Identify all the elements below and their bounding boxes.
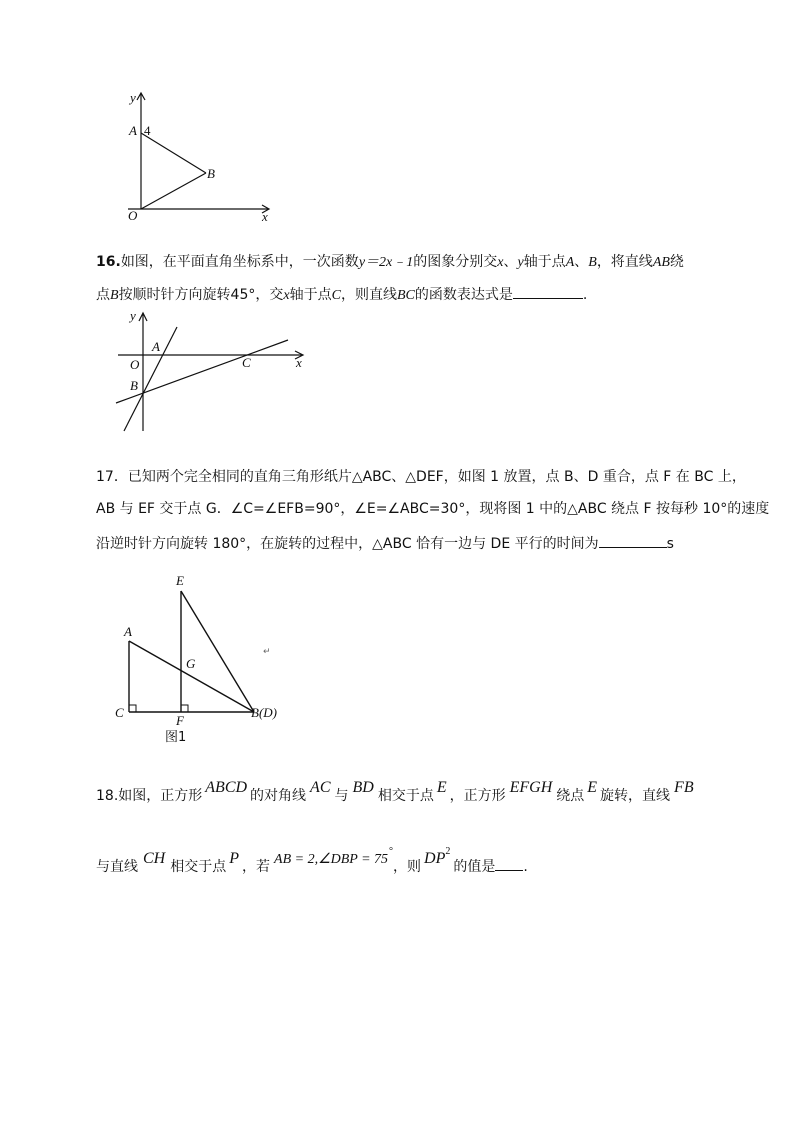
- q18-text: ，正方形: [449, 788, 506, 804]
- figure-17-triangles: [110, 570, 310, 750]
- q16-var: B: [588, 255, 597, 270]
- q16-text: 、: [503, 254, 518, 270]
- q16-expression: y＝2x﹣1: [358, 255, 414, 270]
- q18-text: 相交于点: [170, 859, 227, 875]
- q18-text: 与直线: [96, 859, 138, 875]
- q16-text: 点: [96, 287, 110, 303]
- figure-15-coordinate-diagram: [110, 88, 280, 228]
- q18-text: .: [523, 859, 528, 875]
- q18-math: AC: [310, 779, 331, 796]
- q18-degree: °: [389, 846, 394, 857]
- q18-math: BD: [352, 779, 374, 796]
- q18-math: DP: [424, 850, 446, 867]
- q16-text: ，将直线: [596, 254, 653, 270]
- q18-text: ，则: [393, 859, 422, 875]
- q18-text: 的对角线: [250, 788, 307, 804]
- q16-var: A: [565, 255, 575, 270]
- fig17-point-c: C: [115, 705, 124, 720]
- q18-math: E: [436, 779, 447, 796]
- q16-text: 轴于点: [289, 287, 332, 303]
- q18-text: 相交于点: [377, 788, 434, 804]
- q17-line-3: [96, 533, 674, 554]
- q16-text: 的函数表达式是: [414, 287, 513, 303]
- q16-var: x: [283, 288, 290, 303]
- q18-math: FB: [674, 779, 694, 796]
- q17-text: 沿逆时针方向旋转 180°，在旋转的过程中，△ABC 恰有一边与 DE 平行的时间为: [96, 536, 599, 552]
- fig16-point-c: C: [242, 355, 251, 370]
- q18-math: EFGH: [509, 779, 553, 796]
- q16-var: B: [110, 288, 119, 303]
- q16-line-2: [96, 284, 587, 306]
- q17-unit: s: [666, 536, 674, 552]
- fig15-point-a: A: [129, 123, 137, 138]
- q16-text: 按顺时针方向旋转45°，交: [118, 287, 284, 303]
- q18-condition: AB = 2,∠DBP = 75: [274, 852, 389, 867]
- q16-text: 、: [574, 254, 589, 270]
- q16-text: ，则直线: [340, 287, 397, 303]
- q18-math: CH: [143, 850, 166, 867]
- fig16-y-label: y: [130, 308, 136, 323]
- q18-text: 与: [334, 788, 349, 804]
- fig15-origin-o: O: [128, 208, 138, 223]
- q18-line-2: [96, 846, 528, 878]
- fig17-caption: 图1: [165, 730, 187, 745]
- fig15-value-4: 4: [144, 123, 151, 138]
- q18-text: 绕点: [556, 788, 585, 804]
- q16-var: y: [517, 255, 524, 270]
- fig15-x-label: x: [262, 209, 268, 224]
- q18-math: ABCD: [205, 779, 248, 796]
- fig16-x-label: x: [296, 355, 302, 370]
- q18-text: 旋转，直线: [600, 788, 671, 804]
- q16-var: AB: [652, 255, 670, 270]
- q18-number: 18.: [96, 788, 119, 804]
- q16-text: 轴于点: [523, 254, 566, 270]
- q17-line-1: 17．已知两个完全相同的直角三角形纸片△ABC、△DEF，如图 1 放置，点 B、D 重合，点 F 在 BC 上，: [96, 469, 746, 485]
- fig17-point-bd: B(D): [251, 705, 277, 720]
- q18-square: 2: [445, 846, 451, 857]
- q16-var: C: [331, 288, 341, 303]
- q18-text: 如图，正方形: [118, 788, 203, 804]
- q16-var: BC: [396, 288, 415, 303]
- q16-text: 如图，在平面直角坐标系中，一次函数: [120, 254, 359, 270]
- q18-math: E: [587, 779, 598, 796]
- q18-answer-blank[interactable]: [495, 856, 523, 871]
- fig16-origin-o: O: [130, 357, 140, 372]
- q18-text: ，若: [242, 859, 271, 875]
- q18-math: P: [229, 850, 240, 867]
- fig17-point-e: E: [176, 573, 184, 588]
- q16-text: 的图象分别交: [413, 254, 498, 270]
- q16-var: x: [497, 255, 504, 270]
- q16-text: 绕: [669, 254, 684, 270]
- fig17-return-mark: ↵: [263, 647, 271, 657]
- fig15-y-label: y: [130, 90, 136, 105]
- q16-number: 16.: [96, 254, 121, 270]
- figure-16-line-diagram: [110, 306, 320, 436]
- fig16-point-b: B: [130, 378, 138, 393]
- fig17-point-f: F: [176, 713, 184, 728]
- fig17-point-a: A: [124, 624, 132, 639]
- q18-line-1: [96, 779, 698, 806]
- q18-text: 的值是: [453, 859, 496, 875]
- q17-answer-blank[interactable]: [599, 533, 667, 548]
- q16-text: .: [582, 287, 588, 303]
- q16-line-1: [96, 252, 684, 273]
- fig15-point-b: B: [207, 166, 215, 181]
- q16-answer-blank[interactable]: [513, 284, 583, 299]
- q17-line-2: AB 与 EF 交于点 G．∠C=∠EFB=90°，∠E=∠ABC=30°，现将图 1 中的△ABC 绕点 F 按每秒 10°的速度: [96, 501, 770, 517]
- fig17-point-g: G: [186, 656, 196, 671]
- fig16-point-a: A: [152, 339, 160, 354]
